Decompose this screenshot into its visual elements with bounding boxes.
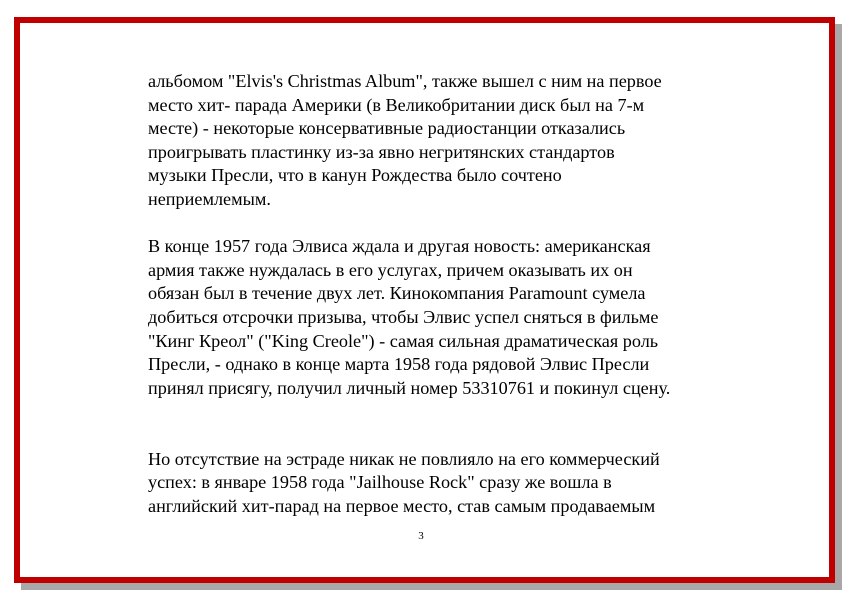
text-line: Пресли, - однако в конце марта 1958 года рядовой Элвис Пресли	[148, 354, 650, 375]
text-line: английский хит-парад на первое место, став самым продаваемым	[148, 495, 656, 516]
text-line: принял присягу, получил личный номер 53310761 и покинул сцену.	[148, 377, 671, 398]
text-line: проигрывать пластинку из-за явно негритянских стандартов	[148, 141, 615, 162]
paragraph-spacer	[148, 400, 748, 447]
text-line: неприемлемым.	[148, 188, 271, 209]
text-line: место хит- парада Америки (в Великобритании диск был на 7-м	[148, 94, 645, 115]
paragraph-3	[148, 448, 748, 519]
text-line: музыки Пресли, что в канун Рождества было сочтено	[148, 165, 562, 186]
paragraph-2	[148, 235, 748, 400]
text-line: армия также нуждалась в его услугах, причем оказывать их он	[148, 259, 633, 280]
text-line: "Кинг Креол" ("King Creole") - самая сильная драматическая роль	[148, 330, 659, 351]
text-line: альбомом "Elvis's Christmas Album", также вышел с ним на первое	[148, 71, 662, 91]
text-line: успех: в январе 1958 года "Jailhouse Rock" сразу же вошла в	[148, 472, 612, 493]
text-line: обязан был в течение двух лет. Кинокомпания Paramount сумела	[148, 283, 646, 304]
text-line: добиться отсрочки призыва, чтобы Элвис успел сняться в фильме	[148, 306, 659, 327]
text-line: месте) - некоторые консервативные радиостанции отказались	[148, 118, 626, 139]
text-line: В конце 1957 года Элвиса ждала и другая новость: американская	[148, 236, 651, 257]
text-line: Но отсутствие на эстраде никак не повлияло на его коммерческий	[148, 448, 660, 469]
page-number: 3	[418, 530, 424, 542]
paragraph-1	[148, 70, 748, 212]
text-body	[148, 70, 748, 518]
paragraph-spacer	[148, 212, 748, 236]
